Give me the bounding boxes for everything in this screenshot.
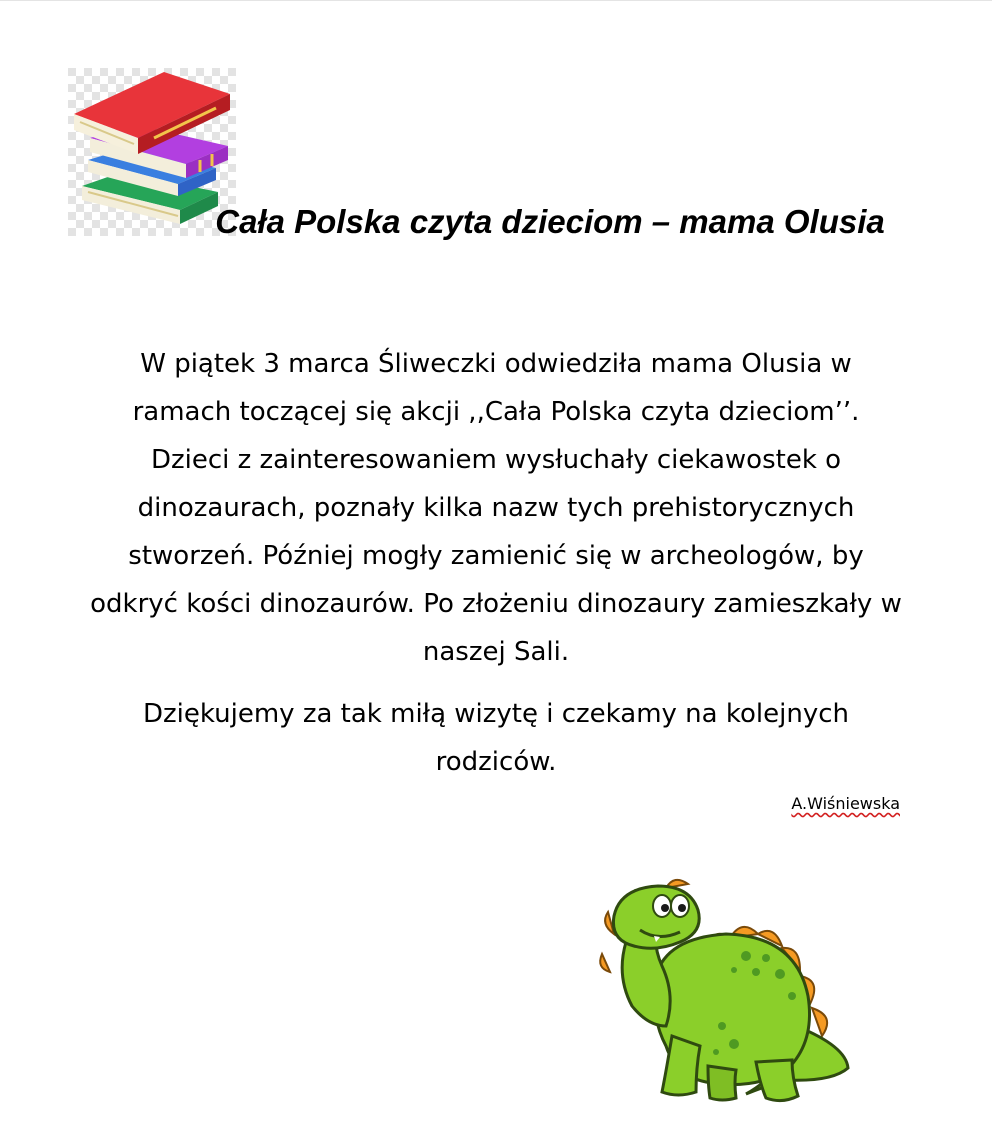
page-top-edge [0,0,992,1]
dinosaur-image [596,876,864,1108]
article-body [90,340,902,786]
author-signature: A.Wiśniewska [791,794,900,813]
article-title: Cała Polska czyta dzieciom – mama Olusia [215,203,885,240]
thanks-paragraph: Dziękujemy za tak miłą wizytę i czekamy na kolejnych rodziców. [143,699,849,777]
article-paragraph: W piątek 3 marca Śliweczki odwiedziła mama Olusia w ramach toczącej się akcji ,,Cała Polska czyta dzieciom’’. Dzieci z zainteresowaniem wysłuchały ciekawostek o dinozaurach, poznały kilka nazw tych prehistorycznych stworzeń. Później mogły zamienić się w archeologów, by odkryć kości dinozaurów. Po złożeniu dinozaury zamieszkały w naszej Sali. [90,349,902,667]
